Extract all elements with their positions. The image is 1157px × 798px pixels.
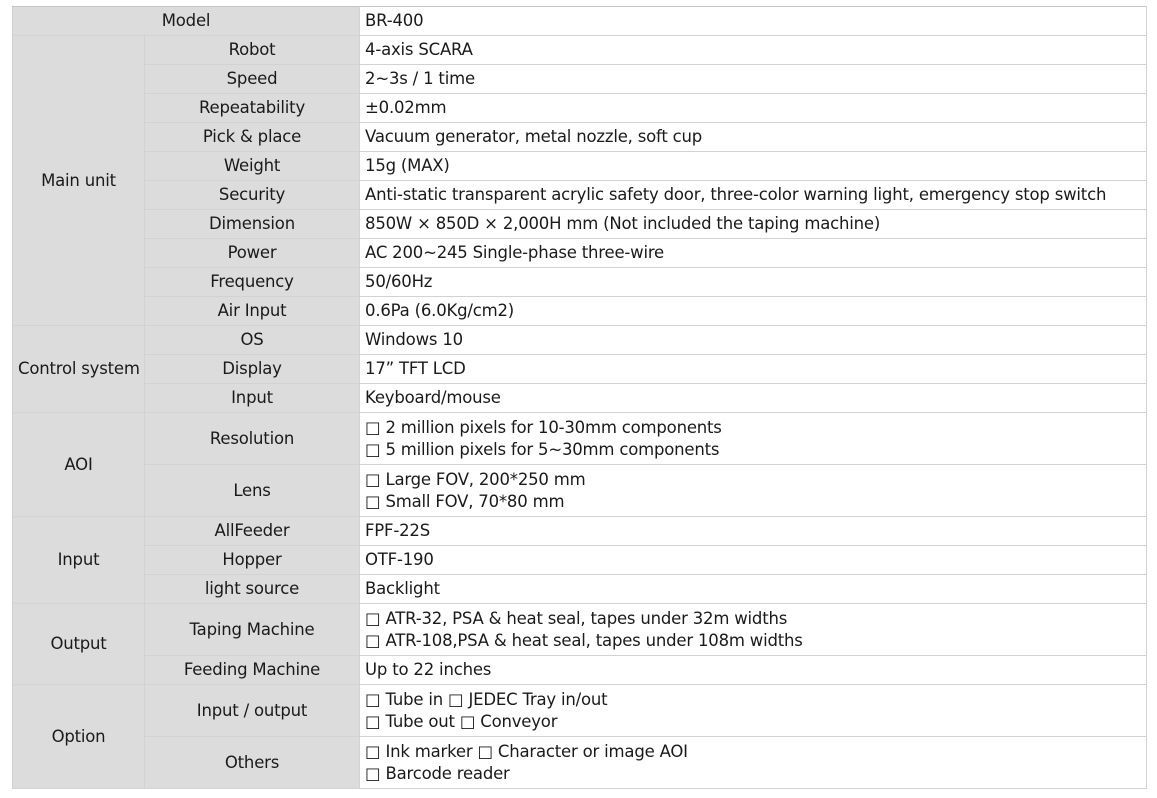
- spec-value: 2~3s / 1 time: [360, 65, 1147, 94]
- group-input: Input: [13, 517, 145, 604]
- spec-value: [360, 737, 1147, 789]
- spec-row: [13, 36, 1147, 65]
- spec-row: [13, 465, 1147, 517]
- spec-row: [13, 517, 1147, 546]
- spec-row: [13, 737, 1147, 789]
- spec-row-model: [13, 7, 1147, 36]
- spec-label: Robot: [145, 36, 360, 65]
- spec-row: [13, 384, 1147, 413]
- spec-value-line: □ Barcode reader: [365, 763, 510, 783]
- spec-row: [13, 326, 1147, 355]
- spec-value: Keyboard/mouse: [360, 384, 1147, 413]
- spec-row: [13, 575, 1147, 604]
- spec-row: [13, 355, 1147, 384]
- spec-value: Backlight: [360, 575, 1147, 604]
- spec-value-line: □ ATR-108,PSA & heat seal, tapes under 108m widths: [365, 630, 803, 650]
- spec-label: Dimension: [145, 210, 360, 239]
- group-output: Output: [13, 604, 145, 685]
- spec-row: [13, 94, 1147, 123]
- spec-label: Input / output: [145, 685, 360, 737]
- spec-value: Vacuum generator, metal nozzle, soft cup: [360, 123, 1147, 152]
- spec-value: FPF-22S: [360, 517, 1147, 546]
- spec-value: [360, 413, 1147, 465]
- spec-row: [13, 65, 1147, 94]
- group-aoi: AOI: [13, 413, 145, 517]
- spec-value-line: □ Tube in □ JEDEC Tray in/out: [365, 689, 608, 709]
- spec-row: [13, 685, 1147, 737]
- spec-value: Windows 10: [360, 326, 1147, 355]
- spec-value: Anti-static transparent acrylic safety door, three-color warning light, emergency stop switch: [360, 181, 1147, 210]
- spec-row: [13, 268, 1147, 297]
- spec-value: OTF-190: [360, 546, 1147, 575]
- spec-label: Hopper: [145, 546, 360, 575]
- spec-value: ±0.02mm: [360, 94, 1147, 123]
- spec-row: [13, 239, 1147, 268]
- spec-row: [13, 210, 1147, 239]
- spec-label: Model: [13, 7, 360, 36]
- spec-row: [13, 181, 1147, 210]
- spec-label: Air Input: [145, 297, 360, 326]
- group-control-system: Control system: [13, 326, 145, 413]
- spec-value: 850W × 850D × 2,000H mm (Not included the taping machine): [360, 210, 1147, 239]
- spec-label: light source: [145, 575, 360, 604]
- spec-label: Weight: [145, 152, 360, 181]
- spec-value: AC 200~245 Single-phase three-wire: [360, 239, 1147, 268]
- spec-row: [13, 413, 1147, 465]
- spec-label: Security: [145, 181, 360, 210]
- spec-value-line: □ Small FOV, 70*80 mm: [365, 491, 565, 511]
- spec-value: 4-axis SCARA: [360, 36, 1147, 65]
- spec-value: [360, 685, 1147, 737]
- spec-row: [13, 152, 1147, 181]
- spec-value: BR-400: [360, 7, 1147, 36]
- spec-value-line: □ Large FOV, 200*250 mm: [365, 469, 586, 489]
- spec-row: [13, 656, 1147, 685]
- group-option: Option: [13, 685, 145, 789]
- spec-value-line: □ 2 million pixels for 10-30mm components: [365, 417, 722, 437]
- spec-value-line: □ Ink marker □ Character or image AOI: [365, 741, 688, 761]
- spec-value: [360, 465, 1147, 517]
- spec-value: [360, 604, 1147, 656]
- spec-row: [13, 546, 1147, 575]
- spec-label: OS: [145, 326, 360, 355]
- spec-value-line: □ 5 million pixels for 5~30mm components: [365, 439, 720, 459]
- spec-label: Display: [145, 355, 360, 384]
- spec-label: Feeding Machine: [145, 656, 360, 685]
- spec-value: 17” TFT LCD: [360, 355, 1147, 384]
- spec-label: Frequency: [145, 268, 360, 297]
- spec-label: Power: [145, 239, 360, 268]
- spec-label: Resolution: [145, 413, 360, 465]
- spec-label: AllFeeder: [145, 517, 360, 546]
- spec-label: Pick & place: [145, 123, 360, 152]
- spec-value: Up to 22 inches: [360, 656, 1147, 685]
- group-main-unit: Main unit: [13, 36, 145, 326]
- spec-label: Input: [145, 384, 360, 413]
- spec-value: 15g (MAX): [360, 152, 1147, 181]
- spec-label: Taping Machine: [145, 604, 360, 656]
- spec-table: [12, 6, 1147, 789]
- spec-label: Speed: [145, 65, 360, 94]
- spec-label: Lens: [145, 465, 360, 517]
- spec-row: [13, 297, 1147, 326]
- spec-label: Repeatability: [145, 94, 360, 123]
- spec-value-line: □ ATR-32, PSA & heat seal, tapes under 32m widths: [365, 608, 788, 628]
- spec-value: 0.6Pa (6.0Kg/cm2): [360, 297, 1147, 326]
- spec-row: [13, 604, 1147, 656]
- spec-row: [13, 123, 1147, 152]
- spec-value: 50/60Hz: [360, 268, 1147, 297]
- spec-label: Others: [145, 737, 360, 789]
- spec-value-line: □ Tube out □ Conveyor: [365, 711, 558, 731]
